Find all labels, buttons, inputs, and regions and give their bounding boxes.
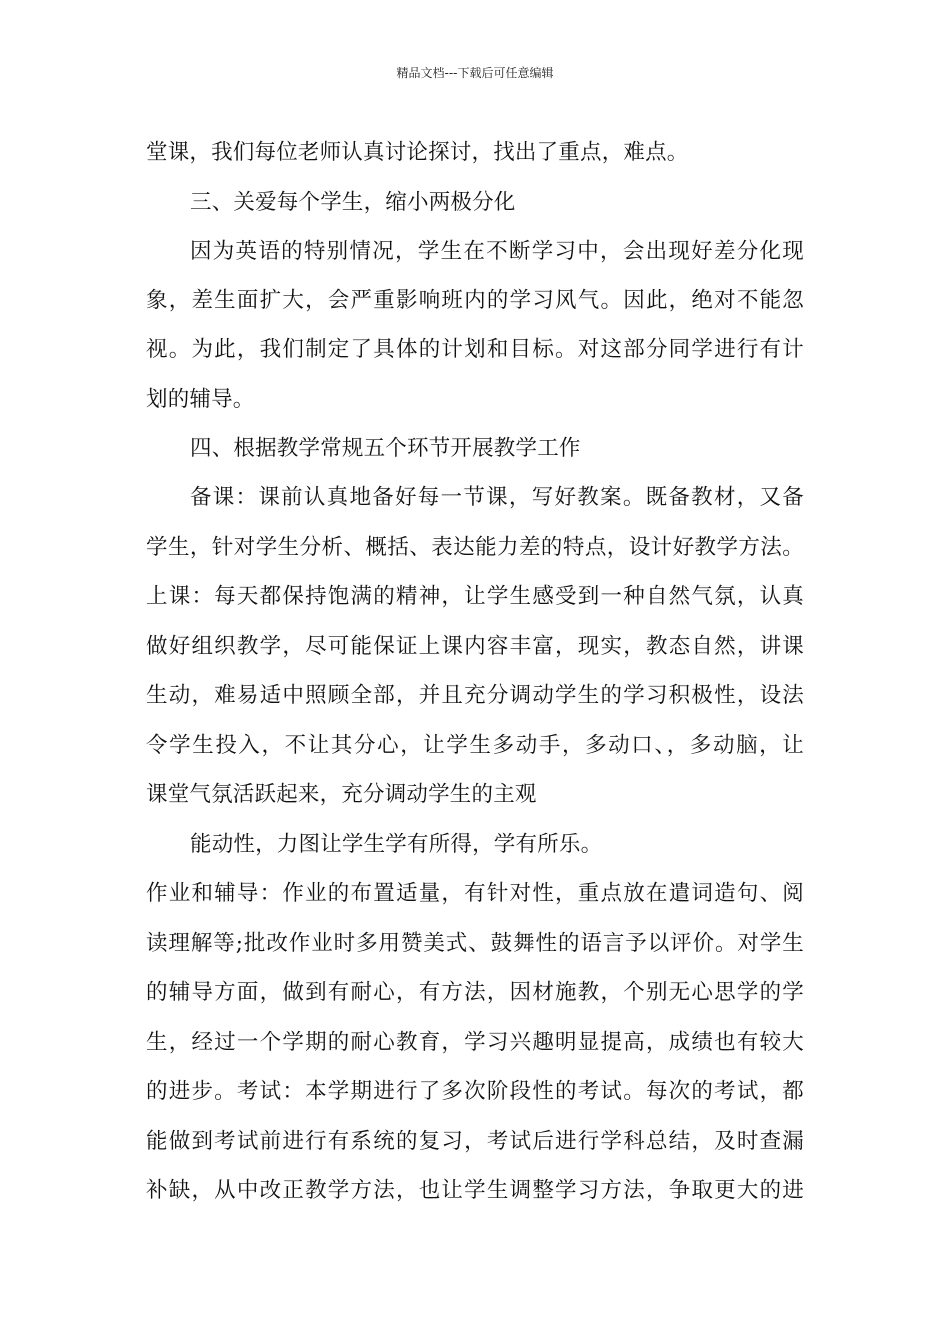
text-line: 堂课，我们每位老师认真讨论探讨，找出了重点，难点。 (146, 140, 689, 165)
text-line: 作业和辅导：作业的布置适量，有针对性，重点放在遣词造句、阅 (146, 881, 804, 906)
text-line: 生，经过一个学期的耐心教育，学习兴趣明显提高，成绩也有较大 (146, 1030, 804, 1055)
text-line: 补缺，从中改正教学方法，也让学生调整学习方法，争取更大的进 (146, 1178, 804, 1203)
text-line: 生动，难易适中照顾全部，并且充分调动学生的学习积极性，设法 (146, 683, 804, 708)
text-line: 象，差生面扩大，会严重影响班内的学习风气。因此，绝对不能忽 (146, 288, 804, 313)
text-line: 划的辅导。 (146, 387, 255, 412)
text-line: 读理解等;批改作业时多用赞美式、鼓舞性的语言予以评价。对学生 (146, 931, 804, 956)
text-line: 四、根据教学常规五个环节开展教学工作 (190, 436, 581, 461)
text-line: 做好组织教学，尽可能保证上课内容丰富，现实，教态自然，讲课 (146, 634, 804, 659)
text-line: 备课：课前认真地备好每一节课，写好教案。既备教材，又备 (190, 485, 804, 510)
text-line: 能动性，力图让学生学有所得，学有所乐。 (190, 832, 603, 857)
text-line: 的辅导方面，做到有耐心，有方法，因材施教，个别无心思学的学 (146, 980, 804, 1005)
text-line: 能做到考试前进行有系统的复习，考试后进行学科总结，及时查漏 (146, 1129, 804, 1154)
text-line: 的进步。考试：本学期进行了多次阶段性的考试。每次的考试，都 (146, 1079, 804, 1104)
text-line: 课堂气氛活跃起来，充分调动学生的主观 (146, 782, 537, 807)
text-line: 视。为此，我们制定了具体的计划和目标。对这部分同学进行有计 (146, 337, 804, 362)
text-line: 因为英语的特别情况，学生在不断学习中，会出现好差分化现 (190, 239, 804, 264)
text-line: 令学生投入，不让其分心，让学生多动手，多动口、，多动脑，让 (146, 733, 804, 758)
page-header: 精品文档---下载后可任意编辑 (396, 66, 554, 80)
text-line: 上课：每天都保持饱满的精神，让学生感受到一种自然气氛，认真 (146, 584, 804, 609)
text-line: 学生，针对学生分析、概括、表达能力差的特点，设计好教学方法。 (146, 535, 804, 560)
text-line: 三、关爱每个学生，缩小两极分化 (190, 190, 516, 215)
